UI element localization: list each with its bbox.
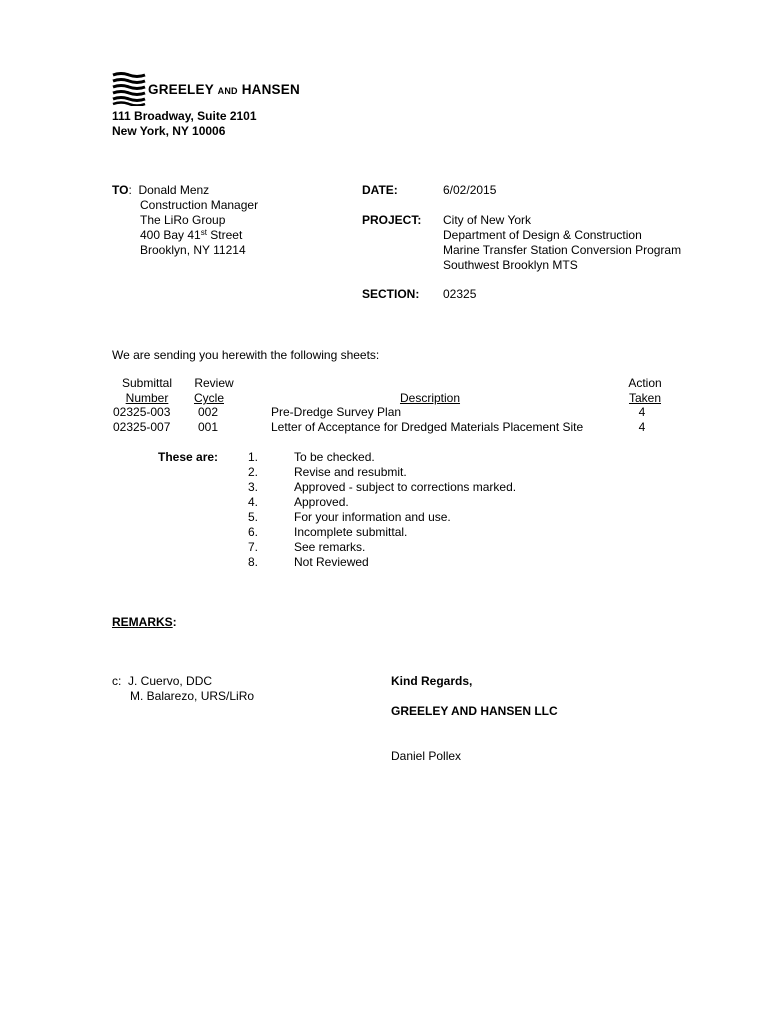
letterhead-address-line2: New York, NY 10006: [112, 124, 226, 138]
closing-salutation: Kind Regards,: [391, 674, 473, 688]
to-street-post: Street: [206, 228, 243, 242]
list-item-text: Not Reviewed: [294, 555, 369, 569]
list-item-number: 8.: [248, 555, 259, 569]
cc-recipient: M. Balarezo, URS/LiRo: [130, 689, 255, 703]
logo-word-and: AND: [217, 86, 238, 96]
cc-prefix: c:: [112, 674, 122, 688]
remarks-colon: :: [172, 615, 177, 629]
row-description: Letter of Acceptance for Dredged Materials Placement Site: [271, 420, 584, 434]
header-review-bottom: Cycle: [193, 391, 224, 405]
to-street-pre: 400 Bay 41: [140, 228, 201, 242]
list-item-text: Approved.: [294, 495, 349, 509]
list-item-number: 2.: [248, 465, 259, 479]
closing-signer: Daniel Pollex: [391, 749, 462, 763]
row-cycle: 001: [198, 420, 219, 434]
list-item-number: 4.: [248, 495, 259, 509]
list-item-text: Revise and resubmit.: [294, 465, 407, 479]
section-label: SECTION:: [362, 287, 420, 301]
project-line: City of New York: [443, 213, 532, 227]
cc-recipient: J. Cuervo, DDC: [128, 674, 213, 688]
project-line: Southwest Brooklyn MTS: [443, 258, 578, 272]
header-submittal-bottom: Number: [125, 391, 169, 405]
to-label: TO: [112, 183, 129, 197]
remarks-heading: [112, 615, 177, 630]
row-number: 02325-003: [113, 405, 171, 419]
date-label: DATE:: [362, 183, 398, 197]
logo-word-greeley: GREELEY: [148, 82, 214, 97]
letterhead-address-line1: 111 Broadway, Suite 2101: [112, 109, 257, 123]
project-line: Department of Design & Construction: [443, 228, 642, 242]
project-label: PROJECT:: [362, 213, 422, 227]
remarks-label: REMARKS: [112, 615, 173, 629]
to-city: Brooklyn, NY 11214: [140, 243, 246, 257]
row-number: 02325-007: [113, 420, 171, 434]
header-submittal-top: Submittal: [121, 376, 173, 390]
logo-wordmark: [148, 82, 300, 99]
list-item-number: 3.: [248, 480, 259, 494]
row-cycle: 002: [198, 405, 219, 419]
to-street-sup: st: [200, 228, 207, 237]
project-line: Marine Transfer Station Conversion Program: [443, 243, 682, 257]
cc-line1: [112, 674, 212, 689]
date-value: 6/02/2015: [443, 183, 497, 197]
list-item-number: 6.: [248, 525, 259, 539]
header-description: Description: [399, 391, 461, 405]
row-action: 4: [638, 405, 646, 419]
header-action-top: Action: [628, 376, 662, 390]
logo-word-hansen: HANSEN: [241, 82, 300, 97]
row-action: 4: [638, 420, 646, 434]
list-item-text: See remarks.: [294, 540, 366, 554]
header-review-top: Review: [194, 376, 234, 390]
these-are-label: These are:: [158, 450, 219, 464]
list-item-text: Incomplete submittal.: [294, 525, 408, 539]
list-item-number: 7.: [248, 540, 259, 554]
row-description: Pre-Dredge Survey Plan: [271, 405, 402, 419]
list-item-number: 1.: [248, 450, 259, 464]
section-value: 02325: [443, 287, 477, 301]
to-street: [140, 228, 242, 243]
list-item-text: Approved - subject to corrections marked.: [294, 480, 517, 494]
list-item-text: For your information and use.: [294, 510, 451, 524]
to-title: Construction Manager: [140, 198, 259, 212]
list-item-number: 5.: [248, 510, 259, 524]
intro-text: We are sending you herewith the following sheets:: [112, 348, 380, 362]
to-name: Donald Menz: [138, 183, 210, 197]
list-item-text: To be checked.: [294, 450, 375, 464]
closing-company: GREELEY AND HANSEN LLC: [391, 704, 558, 718]
to-first-line: TO: Donald Menz: [112, 183, 210, 197]
to-company: The LiRo Group: [140, 213, 226, 227]
header-action-bottom: Taken: [628, 391, 662, 405]
